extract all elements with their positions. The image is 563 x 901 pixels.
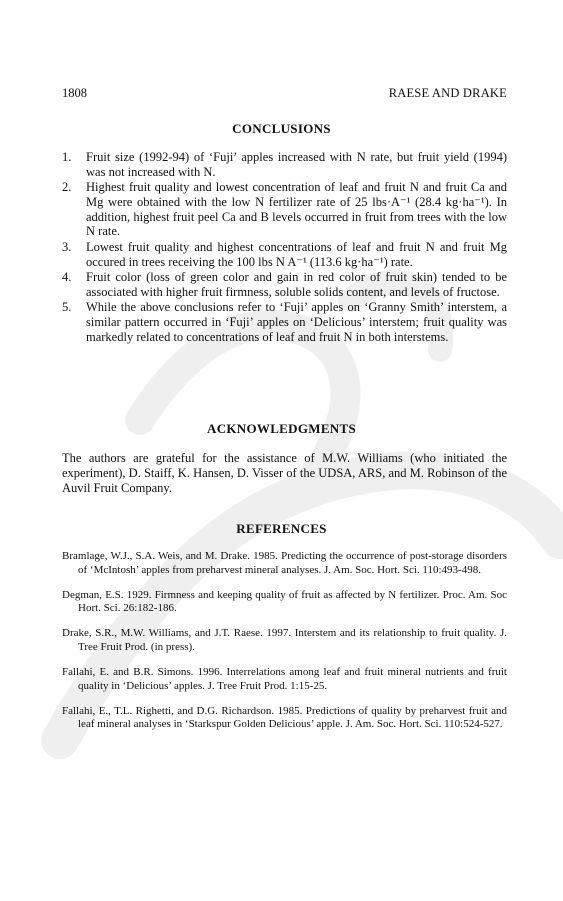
conclusion-item [62, 270, 507, 300]
conclusion-text: Fruit size (1992-94) of ‘Fuji’ apples increased with N rate, but fruit yield (1994) was not increased with N. [86, 150, 507, 179]
conclusion-number: 4. [62, 269, 72, 284]
conclusion-item [62, 150, 507, 180]
conclusion-text: Highest fruit quality and lowest concentration of leaf and fruit N and fruit Ca and Mg were obtained with the low N fertilizer rate of 25 lbs·A⁻¹ (28.4 kg·ha⁻¹). In addition, highest fruit peel Ca and B levels occurred in fruit from trees with the low N rate. [86, 180, 507, 239]
conclusion-text: Lowest fruit quality and highest concentrations of leaf and fruit N and fruit Mg occured in trees receiving the 100 lbs N A⁻¹ (113.6 kg·ha⁻¹) rate. [86, 239, 507, 269]
reference-item: Bramlage, W.J., S.A. Weis, and M. Drake. 1985. Predicting the occurrence of post-storage disorders of ‘McIntosh’ apples from preharvest mineral analyses. J. Am. Soc. Hort. Sci. 110:493-498. [62, 550, 507, 576]
conclusions-heading: CONCLUSIONS [232, 121, 331, 136]
conclusion-text: Fruit color (loss of green color and gain in red color of fruit skin) tended to be associated with higher fruit firmness, soluble solids content, and levels of fructose. [86, 269, 507, 299]
references-heading: REFERENCES [236, 521, 327, 536]
reference-item: Fallahi, E., T.L. Righetti, and D.G. Richardson. 1985. Predictions of quality by preharvest fruit and leaf mineral analyses in ‘Starkspur Golden Delicious’ apple. J. Am. Soc. Hort. Sci. 110:524-527. [62, 704, 507, 731]
conclusion-item [62, 240, 507, 270]
conclusion-number: 5. [62, 299, 72, 314]
conclusion-text: While the above conclusions refer to ‘Fuji’ apples on ‘Granny Smith’ interstem, a similar pattern occurred in ‘Fuji’ apples on ‘Delicious’ interstem; fruit quality was markedly related to concentrations of leaf and fruit N in both interstems. [86, 299, 507, 344]
reference-item: Fallahi, E. and B.R. Simons. 1996. Interrelations among leaf and fruit mineral nutrients and fruit quality in ‘Delicious’ apples. J. Tree Fruit Prod. 1:15-25. [62, 666, 507, 692]
conclusions-list [62, 150, 507, 345]
conclusion-number: 1. [62, 150, 72, 164]
conclusion-item [62, 180, 507, 239]
conclusion-item [62, 300, 507, 344]
references-list [62, 550, 507, 743]
page-number: 1808 [62, 86, 87, 100]
acknowledgments-heading: ACKNOWLEDGMENTS [207, 421, 356, 436]
acknowledgments-paragraph: The authors are grateful for the assistance of M.W. Williams (who initiated the experiment), D. Staiff, K. Hansen, D. Visser of the UDSA, ARS, and M. Robinson of the Auvil Fruit Company. [62, 451, 507, 495]
reference-item: Degman, E.S. 1929. Firmness and keeping quality of fruit as affected by N fertilizer. Proc. Am. Soc Hort. Sci. 26:182-186. [62, 588, 507, 615]
running-title: RAESE AND DRAKE [388, 86, 507, 100]
conclusion-number: 2. [62, 180, 72, 195]
conclusion-number: 3. [62, 239, 72, 254]
reference-item: Drake, S.R., M.W. Williams, and J.T. Raese. 1997. Interstem and its relationship to fruit quality. J. Tree Fruit Prod. (in press). [62, 627, 507, 653]
